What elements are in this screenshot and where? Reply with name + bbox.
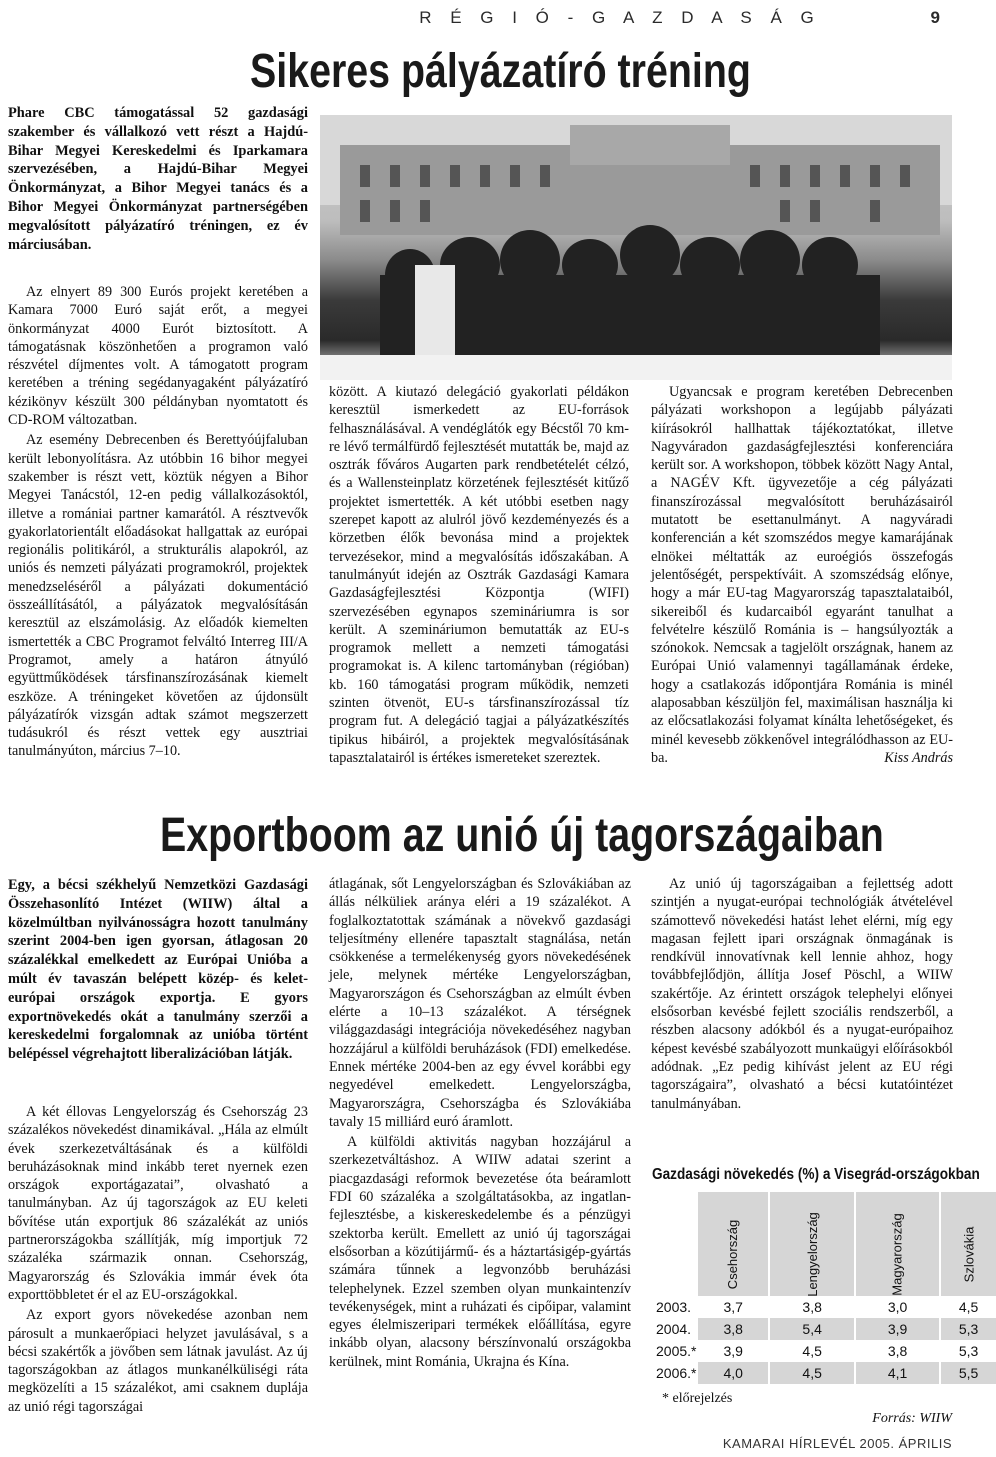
- row-year: 2003.: [650, 1296, 697, 1318]
- column-header-label: Magyarország: [890, 1213, 906, 1296]
- paragraph: A külföldi aktivitás nagyban hozzájárul a szerkezetváltáshoz. A WIIW adatai szerint a piacgazdasági reformok bevezetése óta beáramlott FDI 60 százaléka a szolgáltatásokba, az ingatlan-fejlesztésbe, a kiskereskedelembe és a pénzügyi szektorba került. Emellett az unió új tagországai elsősorban a közútijármű- és a háztartásigép-gyártás számára tűnnek a legvonzóbb beruházási telephelynek. Ezzel szemben olyan munkaintenzív tevékenységek, mint a ruházati és cipőipar, valamint egyes élelmiszeripari termékek előállítása, egyre inkább olyan, alacsony bérszínvonalú országokba kerülnek, mint Románia, Ukrajna és Kína.: [329, 1134, 631, 1370]
- table-cell: 5,5: [940, 1362, 996, 1384]
- article2-column-3: [651, 875, 953, 1113]
- table-cell: 3,8: [769, 1296, 856, 1318]
- table-cell: 5,4: [769, 1318, 856, 1340]
- table-cell: 4,5: [769, 1362, 856, 1384]
- column-header-label: Szlovákia: [961, 1226, 977, 1283]
- article1-column-2: [329, 383, 629, 767]
- table-cell: 5,3: [940, 1340, 996, 1362]
- table-row: [650, 1362, 996, 1384]
- table-cell: 4,1: [855, 1362, 939, 1384]
- table-cell: 4,5: [769, 1340, 856, 1362]
- table-cell: 3,0: [855, 1296, 939, 1318]
- table-cell: 3,8: [697, 1318, 768, 1340]
- table-cell: 4,0: [697, 1362, 768, 1384]
- table-row: [650, 1296, 996, 1318]
- table-cell: 3,8: [855, 1340, 939, 1362]
- row-year: 2004.: [650, 1318, 697, 1340]
- paragraph: Az elnyert 89 300 Eurós projekt keretében a Kamara 7000 Euró saját erőt, a megyei önkormányzat 4000 Eurót biztosított. A támogatásnak köszönhetően a programon való részvétel díjmentes volt. A támogatott program keretében a tréning segédanyagaként pályázatíró kézikönyv készült 300 példányban nyomtatott és CD-ROM változatban.: [8, 284, 308, 429]
- article1-column-3: [651, 383, 953, 767]
- column-header-label: Lengyelország: [804, 1212, 820, 1297]
- column-header-label: Csehország: [725, 1219, 741, 1290]
- paragraph: Az esemény Debrecenben és Berettyóújfaluban került lebonyolításra. Az utóbbin 16 bihor megyei szakember is részt vett, köztük négyen a Bihor Megyei Tanácstól, 12-en pedig vállalkozásoktól, illetve a romániai partner kamarától. A résztvevők gyakorlatorientált előadásokat hallgattak az európai regionális politikáról, a strukturális alapokról, az uniós és nemzeti pályázati programokról, projektek menedzseléséről a pályázati dokumentáció összeállításától, a pályázatok megvalósításán keresztül az elszámolásig. Az előadók kiemelten ismertették a CBC Programot felváltó Interreg III/A Programot, amely a határon átnyúló együttműködések társfinanszírozásának kiemelt eszköze. A tréningeket követően az újdonsült pályázatírók vizsgán adtak számot megszerzett tudásukról és részt vettek egy ausztriai tanulmányúton, március 7–10.: [8, 432, 308, 760]
- table-corner: [650, 1192, 697, 1296]
- column-header: [769, 1192, 856, 1296]
- row-year: 2005.*: [650, 1340, 697, 1362]
- article2-lead: Egy, a bécsi székhelyű Nemzetközi Gazdasági Összehasonlító Intézet (WIIW) által a közelmúltban nyilvánosságra hozott tanulmány szerint 2004-ben igen gyorsan, átlagosan 20 százalékkal emelkedett az Európai Unióba a múlt év tavaszán belépett közép- és kelet-európai országok exportja. E gyors exportnövekedés okát a tanulmány szerzői a kereskedelmi forgalomnak az unióba történt belépéssel végrehajtott liberalizációban látják.: [8, 877, 308, 1063]
- growth-table: [650, 1192, 979, 1384]
- paragraph-text: Ugyancsak e program keretében Debrecenben pályázati workshopon a legújabb pályázati kiírásokról hallhattak tájékoztatókat, illetve Nagyváradon gazdaságfejlesztési konferenciára került sor. A workshopon, többek között Nagy Antal, a NAGÉV Kft. ügyvezetője a cég pályázati finanszírozással megvalósított beruházásairól mutatott be esettanulmányt. A nagyváradi konferencián a két szomszédos megye kamarájának elnökei méltatták az euroégiós összefogás jelentőségét, perspektíváit. A szomszédság előnye, hogy a már EU-tag Magyarország tapasztalataiból, sikereiből és kudarcaiból egyaránt tanulhat a felvételre készülő Románia is – hangsúlyozták a szónokok. Nemcsak a tagjelölt országnak, hanem az Európai Unió valamennyi tagállamának érdeke, hogy a csatlakozás időpontjára Románia is minél alaposabban készüljön fel, maximálisan használja ki az előcsatlakozási folyamat kínálta lehetőségeket, és minél kevesebb zökkenővel integrálódhasson az EU-ba.: [651, 384, 953, 766]
- paragraph: A két éllovas Lengyelország és Csehország 23 százalékos növekedést dinamikával. „Hála az elmúlt évek szerkezetváltásának és a külföldi beruházásoknak mind inkább teret nyernek ezen országok exportágazatai”, olvasható a tanulmányban. Az új tagországok az EU keleti bővítése után exportjuk 86 százalékát az uniós partnerországokba szállítják, míg importjuk 72 százaléka származik onnan. Csehország, Magyarország és Szlovákia immár évek óta exporttöbbletet ér el az EU-országokkal.: [8, 1104, 308, 1303]
- article1-title: Sikeres pályázatíró tréning: [250, 45, 751, 98]
- table-cell: 3,7: [697, 1296, 768, 1318]
- column-header: [697, 1192, 768, 1296]
- paragraph: átlagának, sőt Lengyelországban és Szlovákiában az állás nélküliek aránya eléri a 19 százalékot. A foglalkoztatottak számának a növekvő gazdasági teljesítmény ellenére tapasztalt stagnálása, netán csökkenése a termelékenység gyors növekedésének jele, melynek mértéke Lengyelországban, Magyarországon és Csehországban az elmúlt évben elérte a 10–13 százalékot. A térségnek világgazdasági integrációja növekedéséhez nagyban hozzájárul a külföldi beruházások (FDI) emelkedése. Ennek mértéke 2004-ben az egy évvel korábbi egy negyedével emelkedett. Lengyelországba, Magyarországra, Csehországba és Szlovákiába tavaly 15 milliárd euró áramlott.: [329, 876, 631, 1130]
- section-label: R É G I Ó - G A Z D A S Á G: [419, 8, 821, 27]
- table-source: Forrás: WIIW: [872, 1411, 952, 1426]
- paragraph: között. A kiutazó delegáció gyakorlati példákon keresztül ismerkedett az EU-források felhasználásával. A vendéglátók egy Bécstől 70 km-re lévő termálfürdő fejlesztését mutatták be, majd az osztrák főváros Augarten park rendbetételét célzó, és a Wallensteinplatz körzetének fejlesztését kitűző projektet ismertették. A két utóbbi esetben nagy szerepet kapott az alulról jövő kezdeményezés és a körzetben élők bevonása mind a projektek tervezésekor, mind a megvalósítás időszakában. A tanulmányút idején az Osztrák Gazdasági Kamara Gazdaságfejlesztési Központja (WIFI) szervezésében egynapos szemináriumra is sor került. A szemináriumon bemutatták az EU-s programok mellett a nemzeti támogatási programokat is. A kilenc tartományban (régióban) kb. 160 támogatási program működik, nemzeti szinten ötvenöt, EU-s társfinanszírozással tíz program fut. A delegáció tagjai a pályázatkészítés tipikus hibáiról, a projektek megvalósításának tapasztalatairól is értékes ismereteket szereztek.: [329, 384, 629, 766]
- table-cell: 3,9: [697, 1340, 768, 1362]
- palace-photo-icon: [320, 115, 952, 380]
- table-cell: 4,5: [940, 1296, 996, 1318]
- paragraph: Az unió új tagországaiban a fejlettség adott szintjén a nyugat-európai technológiák átvételével számottevő növekedési hatást lehet elérni, míg egy magasan fejlett ipari országnak önmagának is rendkívül innovatívnak kell lennie ahhoz, hogy továbbfejlődjön, állítja Josef Pöschl, a WIIW szakértője. Az érintett országok telephelyi előnyei elsősorban kevésbé fejlett szociális rendszerből, a részben alacsony adókból és a nyugat-európaihoz képest kevésbé szabályozott munkaügyi előírásokból adódnak. „Ez pedig kihívást jelent az EU régi tagországaira”, olvasható a bécsi kutatóintézet tanulmányában.: [651, 876, 953, 1112]
- page-footer: KAMARAI HÍRLEVÉL 2005. ÁPRILIS: [722, 1436, 952, 1451]
- page-number: 9: [930, 8, 940, 27]
- paragraph: [651, 383, 953, 767]
- article2-column-1: [8, 1103, 308, 1416]
- table-row: [650, 1318, 996, 1340]
- table-title: Gazdasági növekedés (%) a Visegrád-országokban: [652, 1166, 980, 1183]
- article2-column-2: [329, 875, 631, 1371]
- group-photo: [320, 115, 952, 380]
- article1-column-1: [8, 283, 308, 761]
- article1-lead: Phare CBC támogatással 52 gazdasági szakember és vállalkozó vett részt a Hajdú-Bihar Megyei Kereskedelmi és Iparkamara szervezésében, a Hajdú-Bihar Megyei Önkormányzat, a Bihor Megyei tanács és a Bihor Megyei Önkormányzat partnerségében megvalósított pályázatíró tréningen, ez év márciusában.: [8, 105, 308, 253]
- column-header: [940, 1192, 996, 1296]
- article2-title: Exportboom az unió új tagországaiban: [160, 809, 884, 862]
- table-row: [650, 1340, 996, 1362]
- row-year: 2006.*: [650, 1362, 697, 1384]
- table-footnote: * előrejelzés: [662, 1391, 733, 1406]
- table-cell: 5,3: [940, 1318, 996, 1340]
- paragraph: Az export gyors növekedése azonban nem párosult a munkaerőpiaci helyzet javulásával, s a bécsi szakértők a jövőben sem látnak javulást. Az új tagországokban az átlagos munkanélküliségi ráta megközelíti a 15 százalékot, ami csaknem duplája az unió régi tagországai: [8, 1307, 308, 1415]
- column-header: [855, 1192, 939, 1296]
- table-cell: 3,9: [855, 1318, 939, 1340]
- author-byline: Kiss András: [884, 749, 953, 766]
